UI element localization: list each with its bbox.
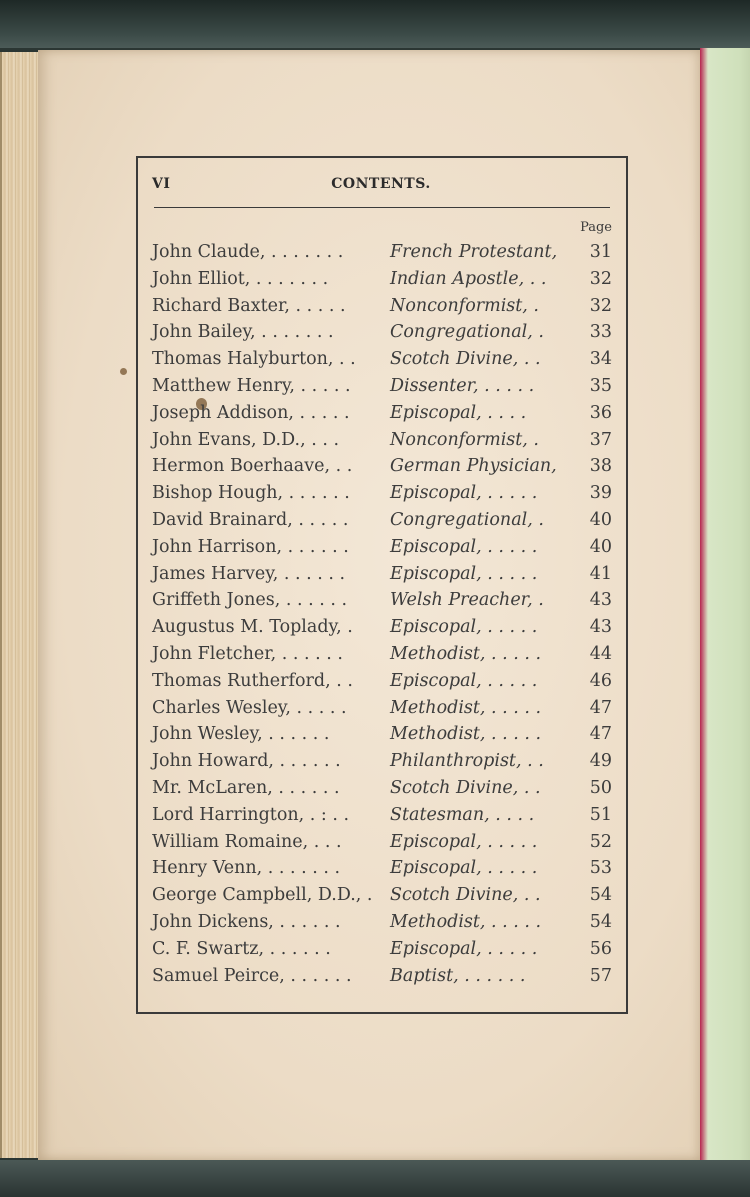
- entry-role: Indian Apostle, . .: [390, 268, 547, 289]
- page-column-header: Page: [580, 220, 612, 235]
- entry-role: Episcopal, . . . . .: [390, 563, 538, 584]
- contents-entry: [152, 830, 616, 857]
- entry-name: Bishop Hough, . . . . . .: [152, 483, 350, 504]
- entry-page: 34: [589, 349, 612, 370]
- entry-page: 49: [589, 751, 612, 772]
- entry-page: 32: [589, 268, 612, 289]
- entry-page: 39: [589, 483, 612, 504]
- entry-role: Congregational, .: [390, 509, 544, 530]
- entry-role: Episcopal, . . . . .: [390, 670, 538, 691]
- entry-page: 47: [589, 697, 612, 718]
- entry-role: Episcopal, . . . . .: [390, 536, 538, 557]
- entry-page: 33: [589, 322, 612, 343]
- entry-page: 40: [589, 509, 612, 530]
- entry-page: 38: [589, 456, 612, 477]
- entry-role: Dissenter, . . . . .: [390, 375, 535, 396]
- entry-name: Charles Wesley, . . . . .: [152, 697, 347, 718]
- contents-entry: [152, 454, 616, 481]
- contents-entry: [152, 776, 616, 803]
- entry-name: John Fletcher, . . . . . .: [152, 643, 343, 664]
- entry-role: Episcopal, . . . .: [390, 402, 527, 423]
- entry-page: 36: [589, 402, 612, 423]
- entry-name: John Evans, D.D., . . .: [152, 429, 340, 450]
- entry-name: John Howard, . . . . . .: [152, 751, 341, 772]
- entry-role: Methodist, . . . . .: [390, 724, 542, 745]
- entry-role: Methodist, . . . . .: [390, 697, 542, 718]
- contents-entry: [152, 240, 616, 267]
- entry-name: Samuel Peirce, . . . . . .: [152, 965, 352, 986]
- entry-name: John Elliot, . . . . . . .: [152, 268, 329, 289]
- contents-entry: [152, 856, 616, 883]
- entry-role: Episcopal, . . . . .: [390, 831, 538, 852]
- entry-name: Richard Baxter, . . . . .: [152, 295, 346, 316]
- entry-page: 54: [589, 885, 612, 906]
- contents-entry: [152, 428, 616, 455]
- entry-name: Joseph Addison, . . . . .: [152, 402, 350, 423]
- contents-entry: [152, 964, 616, 991]
- entry-name: John Claude, . . . . . . .: [152, 242, 344, 262]
- entry-role: Scotch Divine, . .: [390, 777, 541, 798]
- contents-entry: [152, 267, 616, 294]
- entry-page: 50: [589, 777, 612, 798]
- entry-page: 44: [589, 643, 612, 664]
- contents-entry: [152, 588, 616, 615]
- entry-page: 56: [589, 938, 612, 959]
- entry-page: 32: [589, 295, 612, 316]
- contents-entry: [152, 347, 616, 374]
- entry-role: Episcopal, . . . . .: [390, 483, 538, 504]
- entry-name: Mr. McLaren, . . . . . .: [152, 777, 340, 798]
- entry-page: 54: [589, 911, 612, 932]
- entry-page: 47: [589, 724, 612, 745]
- entry-name: John Bailey, . . . . . . .: [152, 322, 334, 343]
- contents-entry: [152, 320, 616, 347]
- contents-entry: [152, 883, 616, 910]
- entry-role: Statesman, . . . .: [390, 804, 535, 825]
- entry-name: John Wesley, . . . . . .: [152, 724, 330, 745]
- contents-entry: [152, 749, 616, 776]
- entry-page: 57: [589, 965, 612, 986]
- entry-role: German Physician,: [390, 456, 557, 477]
- page-title: CONTENTS.: [331, 176, 431, 192]
- contents-entry: [152, 937, 616, 964]
- contents-entry: [152, 910, 616, 937]
- entry-role: Nonconformist, .: [390, 429, 539, 450]
- contents-entry: [152, 374, 616, 401]
- entry-page: 40: [589, 536, 612, 557]
- contents-entry: [152, 508, 616, 535]
- entry-page: 43: [589, 617, 612, 638]
- contents-entry: [152, 481, 616, 508]
- entry-page: 43: [589, 590, 612, 611]
- entry-role: French Protestant,: [390, 242, 558, 262]
- entry-name: John Harrison, . . . . . .: [152, 536, 349, 557]
- entry-name: David Brainard, . . . . .: [152, 509, 349, 530]
- entry-name: John Dickens, . . . . . .: [152, 911, 341, 932]
- entry-name: Thomas Rutherford, . .: [152, 670, 353, 691]
- entry-name: Griffeth Jones, . . . . . .: [152, 590, 348, 611]
- entry-name: Augustus M. Toplady, .: [152, 617, 353, 638]
- stain-spot: [120, 368, 127, 375]
- entry-role: Methodist, . . . . .: [390, 643, 542, 664]
- header-rule: [154, 207, 610, 208]
- entry-name: James Harvey, . . . . . .: [152, 563, 346, 584]
- entry-name: Thomas Halyburton, . .: [152, 349, 356, 370]
- entry-page: 37: [589, 429, 612, 450]
- book-cover-right: [700, 48, 750, 1160]
- entry-role: Welsh Preacher, .: [390, 590, 544, 611]
- entry-page: 53: [589, 858, 612, 879]
- entry-name: George Campbell, D.D., .: [152, 885, 373, 906]
- entry-name: Hermon Boerhaave, . .: [152, 456, 353, 477]
- book-cover-bottom: [0, 1160, 750, 1197]
- contents-list: [152, 240, 616, 990]
- entry-page: 51: [589, 804, 612, 825]
- contents-entry: [152, 615, 616, 642]
- entry-role: Episcopal, . . . . .: [390, 938, 538, 959]
- entry-role: Methodist, . . . . .: [390, 911, 542, 932]
- contents-entry: [152, 696, 616, 723]
- entry-page: 41: [589, 563, 612, 584]
- entry-page: 35: [589, 375, 612, 396]
- contents-entry: [152, 562, 616, 589]
- entry-role: Episcopal, . . . . .: [390, 858, 538, 879]
- contents-entry: [152, 642, 616, 669]
- entry-role: Nonconformist, .: [390, 295, 539, 316]
- entry-role: Congregational, .: [390, 322, 544, 343]
- contents-entry: [152, 669, 616, 696]
- entry-role: Philanthropist, . .: [390, 751, 544, 772]
- contents-entry: [152, 401, 616, 428]
- entry-page: 46: [589, 670, 612, 691]
- entry-name: William Romaine, . . .: [152, 831, 342, 852]
- entry-page: 31: [589, 242, 612, 262]
- book-cover-top: [0, 0, 750, 48]
- entry-role: Episcopal, . . . . .: [390, 617, 538, 638]
- entry-page: 52: [589, 831, 612, 852]
- page-header: [152, 172, 610, 202]
- contents-entry: [152, 535, 616, 562]
- entry-role: Scotch Divine, . .: [390, 349, 541, 370]
- entry-name: Lord Harrington, . : . .: [152, 804, 350, 825]
- entry-role: Scotch Divine, . .: [390, 885, 541, 906]
- contents-entry: [152, 294, 616, 321]
- entry-name: Henry Venn, . . . . . . .: [152, 858, 341, 879]
- entry-name: Matthew Henry, . . . . .: [152, 375, 351, 396]
- entry-name: C. F. Swartz, . . . . . .: [152, 938, 331, 959]
- contents-entry: [152, 803, 616, 830]
- contents-entry: [152, 722, 616, 749]
- page-number: VI: [152, 176, 171, 192]
- entry-role: Baptist, . . . . . .: [390, 965, 526, 986]
